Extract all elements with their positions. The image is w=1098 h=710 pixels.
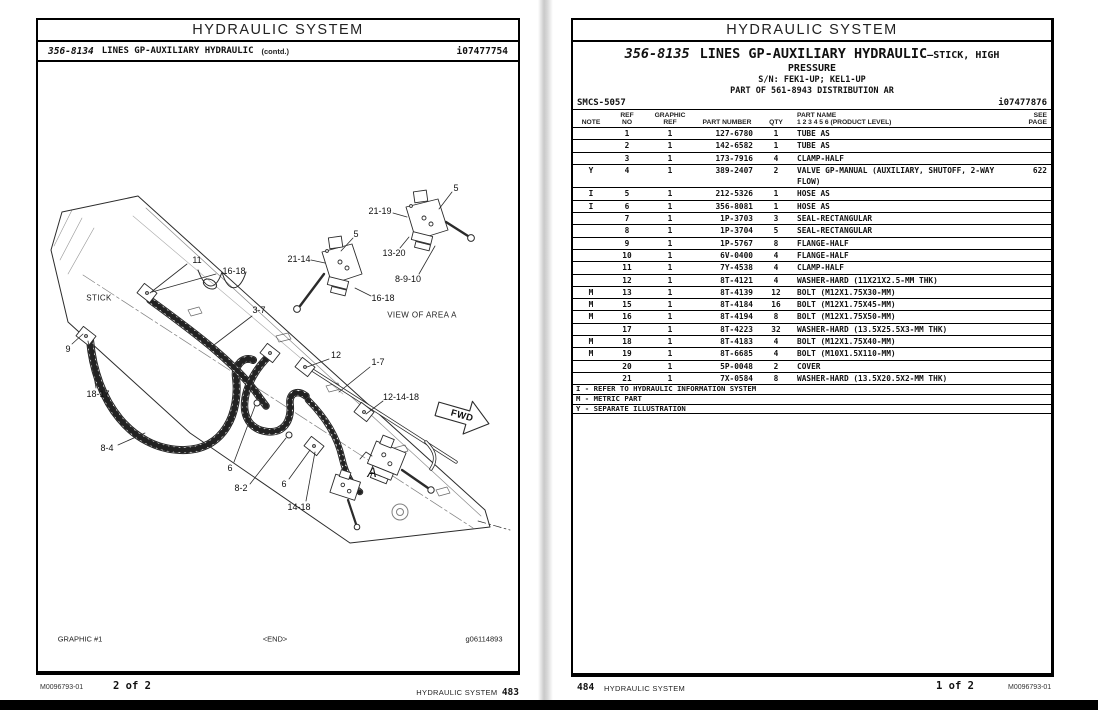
cell-name: BOLT (M12X1.75X50-MM) [797,312,896,322]
cell-note [573,213,609,224]
cell-ref: 5 [624,189,630,199]
col-see-page: PAGE [1028,119,1047,126]
cell-page: 622 [1032,165,1047,175]
table-header: NOTE REF NO GRAPHIC REF PART NUMBER QTY PART NAME 1 2 3 4 5 6 (PRODUCT LEVEL) SEE PAGE [573,110,1051,128]
cell-qty: 32 [771,324,781,334]
cell-qty: 1 [773,141,779,151]
diagram-callout: 8-9-10 [394,274,422,284]
cell-note: I [588,189,594,199]
col-qty: QTY [769,119,783,126]
section-title: LINES GP-AUXILIARY HYDRAULIC [699,46,928,62]
cell-part: 212-5326 [715,189,753,199]
cell-note: M [588,337,594,347]
cell-note [573,250,609,261]
running-footer-right: HYDRAULIC SYSTEM [604,684,686,693]
cell-graphic: 1 [667,275,673,285]
cell-name: BOLT (M12X1.75X40-MM) [797,337,896,347]
cell-qty: 8 [773,238,779,248]
cell-part: 1P-3703 [720,214,753,224]
cell-ref: 13 [622,287,632,297]
cell-note [573,262,609,273]
cell-ref: 20 [622,361,632,371]
section-subtitle: –STICK, HIGH [927,50,1000,61]
footnote: I - REFER TO HYDRAULIC INFORMATION SYSTEM [573,385,1051,395]
table-row [573,299,1051,311]
cell-page [1007,299,1051,310]
cell-page [1007,188,1051,199]
col-part-name: PART NAME [797,112,837,119]
cell-note [573,361,609,372]
cell-page [1007,153,1051,164]
publication-id: i07477876 [998,98,1047,108]
cell-ref: 1 [624,129,630,138]
table-row [573,250,1051,262]
cell-page [1007,311,1051,322]
cell-part: 142-6582 [715,141,753,151]
cell-part: 7X-0584 [720,373,753,383]
cell-graphic: 1 [667,214,673,224]
exploded-parts-diagram [38,60,518,671]
cell-part: 8T-4223 [720,324,753,334]
col-note: NOTE [581,119,601,126]
cell-part: 7Y-4538 [720,263,753,273]
cell-qty: 1 [773,129,779,138]
cell-part: 8T-4121 [720,275,753,285]
cell-ref: 19 [622,349,632,359]
section-header [38,42,518,62]
cell-graphic: 1 [667,189,673,199]
smcs-row [573,96,1051,110]
cell-ref: 7 [624,214,630,224]
cell-page [1007,348,1051,359]
doc-id-right: M0096793-01 [1008,684,1052,691]
section-suffix: (contd.) [261,46,289,56]
table-row [573,153,1051,165]
stick-line-art [38,60,518,671]
diagram-callout: A [367,464,377,480]
cell-part: 356-8081 [715,201,753,211]
diagram-callout: g06114893 [465,634,503,644]
cell-name: TUBE AS [797,129,830,138]
doc-id-left: M0096793-01 [40,684,84,691]
cell-page [1007,361,1051,372]
cell-graphic: 1 [667,238,673,248]
col-part-number: PART NUMBER [702,119,752,126]
cell-part: 8T-4184 [720,300,753,310]
running-footer-left: HYDRAULIC SYSTEM 483 [416,687,519,698]
diagram-callout: 6 [281,479,287,489]
cell-graphic: 1 [667,324,673,334]
cell-note: M [588,312,594,322]
cell-qty: 1 [773,189,779,199]
cell-part: 127-6780 [715,129,753,138]
diagram-callout: 12 [330,350,342,360]
cell-qty: 8 [773,312,779,322]
cell-page [1007,238,1051,249]
table-row [573,128,1051,140]
diagram-callout: 14-18 [287,502,311,512]
cell-qty: 4 [773,263,779,273]
diagram-callout: GRAPHIC #1 [57,634,103,644]
table-row [573,165,1051,189]
table-row [573,188,1051,200]
cell-qty: 4 [773,153,779,163]
diagram-callout: STICK [86,293,112,303]
cell-part: 6V-0400 [720,250,753,260]
footnote: M - METRIC PART [573,395,1051,405]
cell-qty: 4 [773,337,779,347]
section-title: LINES GP-AUXILIARY HYDRAULIC [101,46,254,56]
cell-name: BOLT (M12X1.75X45-MM) [797,300,896,310]
table-row [573,213,1051,225]
diagram-callout: 8-4 [100,443,114,453]
diagram-callout: 3-7 [252,305,266,315]
diagram-callout: 11 [192,255,202,265]
sheet-count-right: 1 of 2 [936,680,974,692]
cell-name: BOLT (M12X1.75X30-MM) [797,287,896,297]
cell-ref: 18 [622,337,632,347]
table-row [573,238,1051,250]
cell-page [1007,373,1051,384]
cell-ref: 17 [622,324,632,334]
cell-part: 389-2407 [715,165,753,175]
cell-qty: 16 [771,300,781,310]
cell-ref: 8 [624,226,630,236]
page-title: HYDRAULIC SYSTEM [573,20,1051,42]
cell-note [573,128,609,139]
cell-part: 8T-4139 [720,287,753,297]
diagram-callout: 18-17 [86,389,110,399]
cell-note [573,373,609,384]
cell-page [1007,262,1051,273]
cell-part: 8T-6685 [720,349,753,359]
cell-name: COVER [797,361,821,371]
cell-name: FLANGE-HALF [797,238,849,248]
diagram-callout: 8-2 [234,483,248,493]
serial-number-line: S/N: FEK1-UP; KEL1-UP [758,75,866,85]
cell-graphic: 1 [667,226,673,236]
cell-page [1007,324,1051,335]
cell-graphic: 1 [667,287,673,297]
cell-page [1007,140,1051,151]
cell-name: BOLT (M10X1.5X110-MM) [797,349,896,359]
publication-id: i07477754 [456,45,508,57]
cell-qty: 12 [771,287,781,297]
diagram-callout: 6 [227,463,233,473]
cell-note [573,140,609,151]
cell-ref: 9 [624,238,630,248]
cell-page [1007,275,1051,286]
table-footnotes [573,385,1051,414]
cell-page [1007,201,1051,212]
cell-qty: 2 [773,165,779,175]
cell-graphic: 1 [667,361,673,371]
cell-graphic: 1 [667,250,673,260]
cell-note [573,238,609,249]
table-row [573,311,1051,323]
cell-note: M [588,349,594,359]
cell-part: 1P-5767 [720,238,753,248]
diagram-callout: 13-20 [382,248,406,258]
cell-name: CLAMP-HALF [797,263,844,273]
table-row [573,201,1051,213]
cell-part: 1P-3704 [720,226,753,236]
cell-name: HOSE AS [797,189,830,199]
cell-part: 5P-0048 [720,361,753,371]
cell-page [1007,213,1051,224]
section-number: 356-8134 [48,45,94,57]
diagram-callout: FWD [449,407,475,425]
section-subtitle-2: PRESSURE [787,63,837,74]
cell-graphic: 1 [667,300,673,310]
table-row [573,348,1051,360]
diagram-callout: VIEW OF AREA A [387,310,457,320]
cell-name: HOSE AS [797,201,830,211]
diagram-callout: 21-19 [368,206,392,216]
cell-graphic: 1 [667,349,673,359]
cell-ref: 11 [622,263,632,273]
page-gutter [538,0,553,710]
cell-name: FLANGE-HALF [797,250,849,260]
cell-note [573,324,609,335]
cell-page [1007,336,1051,347]
cell-note [573,153,609,164]
table-row [573,336,1051,348]
cell-qty: 4 [773,250,779,260]
diagram-callout: 1-7 [371,357,385,367]
cell-graphic: 1 [667,141,673,151]
cell-qty: 2 [773,361,779,371]
cell-name: WASHER-HARD (13.5X25.5X3-MM THK) [797,324,948,334]
cell-note: Y [588,165,594,175]
section-number: 356-8135 [624,46,690,62]
left-page [36,18,520,675]
cell-ref: 6 [624,201,630,211]
cell-name: WASHER-HARD (11X21X2.5-MM THK) [797,275,938,285]
table-row [573,275,1051,287]
diagram-callout: 5 [353,229,359,239]
cell-ref: 12 [622,275,632,285]
cell-page [1007,250,1051,261]
cell-note: M [588,287,594,297]
page-number-right: 484 [577,682,595,693]
cell-page [1007,128,1051,139]
cell-qty: 8 [773,373,779,383]
col-ref-no: NO [621,119,633,126]
cell-part: 173-7916 [715,153,753,163]
cell-note: I [588,201,594,211]
smcs-code: SMCS-5057 [577,98,626,108]
table-row [573,262,1051,274]
cell-page [1007,287,1051,298]
page-number-left: 483 [501,687,519,698]
diagram-callout: 12-14-18 [382,392,420,402]
cell-qty: 3 [773,214,779,224]
cell-qty: 4 [773,349,779,359]
section-header [573,42,1051,96]
cell-name: SEAL-RECTANGULAR [797,226,873,236]
cell-ref: 15 [622,300,632,310]
cell-part: 8T-4183 [720,337,753,347]
cell-ref: 4 [624,165,630,175]
cell-ref: 21 [622,373,632,383]
cell-graphic: 1 [667,153,673,163]
cell-qty: 5 [773,226,779,236]
cell-ref: 10 [622,250,632,260]
table-row [573,225,1051,237]
cell-ref: 3 [624,153,630,163]
footnote: Y - SEPARATE ILLUSTRATION [573,405,1051,415]
cell-name: CLAMP-HALF [797,153,844,163]
cell-qty: 1 [773,201,779,211]
cell-graphic: 1 [667,312,673,322]
scan-edge [0,700,1098,710]
cell-part: 8T-4194 [720,312,753,322]
diagram-callout: 9 [65,344,71,354]
cell-qty: 4 [773,275,779,285]
cell-ref: 2 [624,141,630,151]
table-row [573,287,1051,299]
diagram-callout: 21-14 [287,254,311,264]
cell-page [1007,225,1051,236]
col-graphic-ref: REF [663,119,677,126]
sheet-count-left: 2 of 2 [113,680,151,692]
cell-name: TUBE AS [797,141,830,151]
cell-graphic: 1 [667,373,673,383]
table-row [573,373,1051,385]
cell-graphic: 1 [667,263,673,273]
table-row [573,361,1051,373]
diagram-callout: 16-18 [222,266,246,276]
cell-graphic: 1 [667,165,673,175]
cell-name: SEAL-RECTANGULAR [797,214,873,224]
right-page [571,18,1054,677]
cell-note: M [588,300,594,310]
parts-table-body [573,128,1051,385]
cell-graphic: 1 [667,201,673,211]
cell-name: WASHER-HARD (13.5X20.5X2-MM THK) [797,373,948,383]
part-of-line: PART OF 561-8943 DISTRIBUTION AR [730,85,894,96]
cell-ref: 16 [622,312,632,322]
table-row [573,324,1051,336]
table-row [573,140,1051,152]
diagram-callout: 16-18 [371,293,395,303]
cell-graphic: 1 [667,337,673,347]
cell-name: VALVE GP-MANUAL (AUXILIARY, SHUTOFF, 2-WAY FLOW) [797,165,995,187]
diagram-callout: 5 [453,183,459,193]
cell-note [573,225,609,236]
diagram-callout: <END> [262,634,288,644]
cell-graphic: 1 [667,129,673,138]
page-title: HYDRAULIC SYSTEM [38,20,518,42]
cell-note [573,275,609,286]
